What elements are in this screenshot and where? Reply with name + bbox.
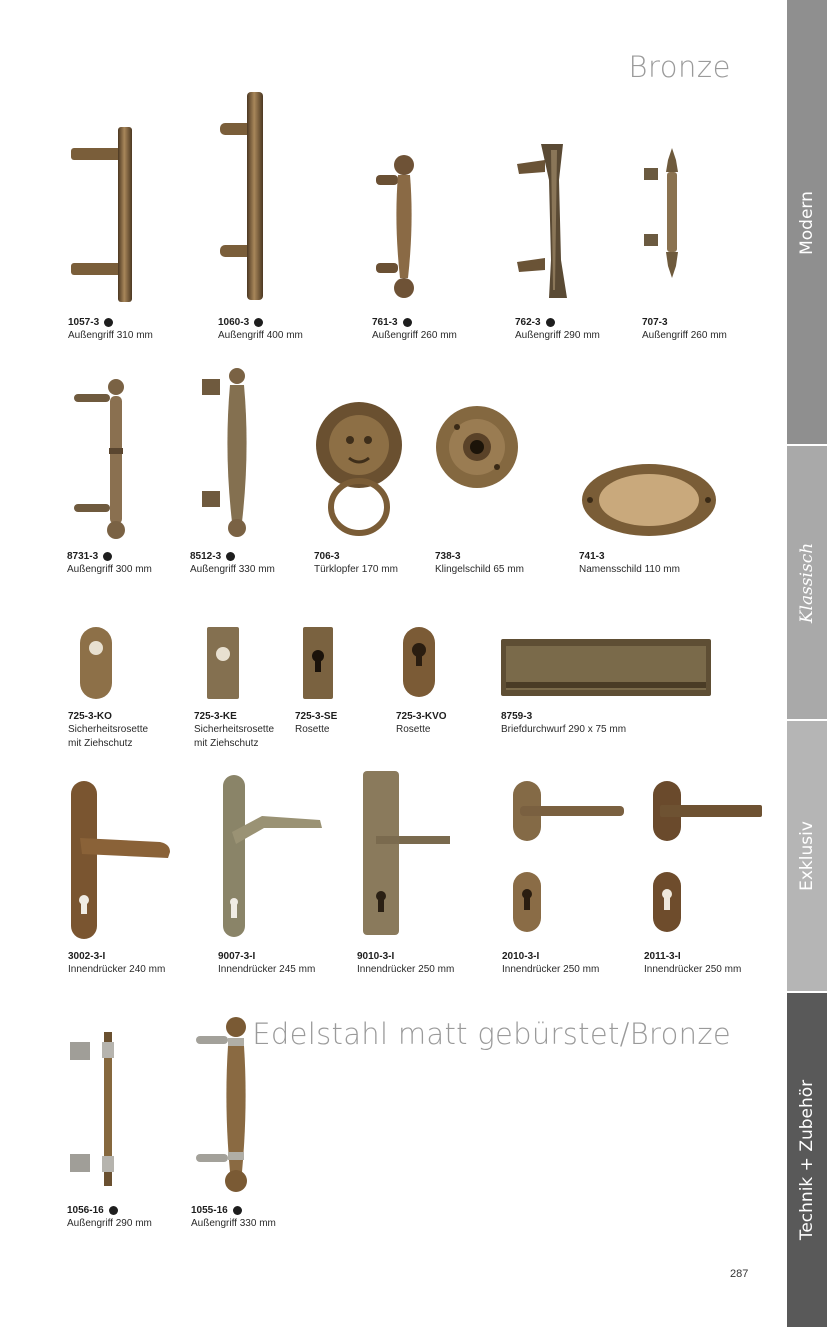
product-code: 725-3-KVO bbox=[396, 711, 447, 722]
page-number: 287 bbox=[730, 1268, 749, 1280]
availability-dot-icon bbox=[546, 318, 555, 327]
lever-rosette-icon bbox=[652, 780, 764, 940]
availability-dot-icon bbox=[103, 552, 112, 561]
product-description-line2: mit Ziehschutz bbox=[194, 738, 259, 749]
bar-handle-icon bbox=[68, 120, 158, 305]
product-label bbox=[357, 950, 454, 977]
product-8731-3 bbox=[72, 378, 132, 543]
product-description: Rosette bbox=[396, 724, 431, 735]
product-code: 1060-3 bbox=[218, 316, 303, 329]
product-description: Sicherheitsrosette bbox=[68, 724, 149, 735]
product-code: 3002-3-I bbox=[68, 951, 106, 962]
bell-plate-icon bbox=[434, 404, 520, 490]
product-761-3 bbox=[372, 153, 427, 303]
product-description: Außengriff 290 mm bbox=[67, 1218, 152, 1229]
product-description: Außengriff 400 mm bbox=[218, 330, 303, 341]
product-725-3-SE bbox=[302, 626, 334, 700]
finial-handle-icon bbox=[642, 146, 687, 281]
product-label bbox=[68, 316, 153, 343]
product-code: 725-3-SE bbox=[295, 711, 338, 722]
product-label bbox=[642, 316, 727, 343]
steel-ball-handle-icon bbox=[194, 1016, 250, 1194]
product-code: 8512-3 bbox=[190, 550, 275, 563]
product-label bbox=[396, 710, 447, 737]
tab-divider bbox=[787, 444, 827, 446]
product-description: Außengriff 310 mm bbox=[68, 330, 153, 341]
availability-dot-icon bbox=[226, 552, 235, 561]
product-description: Briefdurchwurf 290 x 75 mm bbox=[501, 724, 627, 735]
product-description: Innendrücker 250 mm bbox=[502, 964, 600, 975]
product-762-3 bbox=[515, 140, 575, 302]
product-label bbox=[295, 710, 337, 737]
product-706-3 bbox=[314, 400, 404, 540]
bar-handle-icon bbox=[218, 90, 288, 305]
product-9010-3-I bbox=[362, 770, 454, 938]
tab-technik-zubehoer[interactable]: Technik + Zubehör bbox=[787, 992, 827, 1327]
product-8759-3 bbox=[500, 638, 712, 698]
product-code: 9010-3-I bbox=[357, 951, 395, 962]
section-heading-edelstahl-bronze: Edelstahl matt gebürstet/Bronze bbox=[252, 1017, 731, 1051]
product-label bbox=[218, 316, 303, 343]
lever-handle-icon bbox=[70, 780, 174, 942]
product-description: Namensschild 110 mm bbox=[579, 564, 680, 575]
product-label bbox=[435, 550, 524, 577]
availability-dot-icon bbox=[403, 318, 412, 327]
product-label bbox=[67, 550, 152, 577]
product-label bbox=[579, 550, 680, 577]
product-code: 762-3 bbox=[515, 316, 600, 329]
product-description-line2: mit Ziehschutz bbox=[68, 738, 133, 749]
product-description: Türklopfer 170 mm bbox=[314, 564, 398, 575]
product-description: Außengriff 290 mm bbox=[515, 330, 600, 341]
product-1056-16 bbox=[68, 1032, 124, 1192]
product-label bbox=[190, 550, 275, 577]
tab-modern[interactable]: Modern bbox=[787, 0, 827, 445]
product-9007-3-I bbox=[222, 774, 326, 940]
product-label bbox=[502, 950, 599, 977]
product-code: 761-3 bbox=[372, 316, 457, 329]
product-label bbox=[372, 316, 457, 343]
availability-dot-icon bbox=[104, 318, 113, 327]
rosette-square-icon bbox=[206, 626, 240, 700]
product-description: Innendrücker 250 mm bbox=[357, 964, 455, 975]
product-label bbox=[194, 710, 274, 751]
rosette-oval-icon bbox=[79, 626, 113, 700]
product-description: Außengriff 260 mm bbox=[372, 330, 457, 341]
product-label bbox=[67, 1204, 152, 1231]
product-code: 2010-3-I bbox=[502, 951, 540, 962]
product-code: 1057-3 bbox=[68, 316, 153, 329]
product-code: 8759-3 bbox=[501, 711, 533, 722]
availability-dot-icon bbox=[233, 1206, 242, 1215]
ball-handle-icon bbox=[200, 367, 252, 539]
chapter-sidebar bbox=[787, 0, 827, 1327]
product-description: Außengriff 330 mm bbox=[191, 1218, 276, 1229]
product-label bbox=[501, 710, 626, 737]
product-8512-3 bbox=[200, 367, 252, 539]
product-741-3 bbox=[580, 462, 718, 538]
product-label bbox=[191, 1204, 276, 1231]
rosette-square-icon bbox=[302, 626, 334, 700]
availability-dot-icon bbox=[254, 318, 263, 327]
lever-handle-icon bbox=[362, 770, 454, 938]
product-description: Rosette bbox=[295, 724, 330, 735]
product-725-3-KVO bbox=[402, 626, 436, 698]
steel-bar-handle-icon bbox=[68, 1032, 124, 1192]
product-code: 9007-3-I bbox=[218, 951, 256, 962]
tab-exklusiv[interactable]: Exklusiv bbox=[787, 720, 827, 992]
ball-handle-icon bbox=[72, 378, 132, 543]
product-code: 741-3 bbox=[579, 551, 605, 562]
product-code: 707-3 bbox=[642, 317, 668, 328]
product-code: 706-3 bbox=[314, 551, 340, 562]
product-code: 725-3-KE bbox=[194, 711, 237, 722]
lever-handle-icon bbox=[222, 774, 326, 940]
product-725-3-KE bbox=[206, 626, 240, 700]
product-description: Sicherheitsrosette bbox=[194, 724, 275, 735]
lever-rosette-icon bbox=[512, 780, 626, 940]
tab-divider bbox=[787, 719, 827, 721]
baluster-handle-icon bbox=[372, 153, 427, 303]
product-label bbox=[515, 316, 600, 343]
tab-klassisch[interactable]: Klassisch bbox=[787, 445, 827, 720]
letter-plate-icon bbox=[500, 638, 712, 698]
product-description: Innendrücker 250 mm bbox=[644, 964, 742, 975]
product-2010-3-I bbox=[512, 780, 626, 940]
product-description: Außengriff 300 mm bbox=[67, 564, 152, 575]
product-description: Außengriff 260 mm bbox=[642, 330, 727, 341]
product-code: 8731-3 bbox=[67, 550, 152, 563]
section-heading-bronze: Bronze bbox=[628, 50, 731, 84]
availability-dot-icon bbox=[109, 1206, 118, 1215]
rosette-oval-icon bbox=[402, 626, 436, 698]
product-code: 738-3 bbox=[435, 551, 461, 562]
product-1057-3 bbox=[68, 120, 158, 305]
product-707-3 bbox=[642, 146, 687, 281]
name-plate-icon bbox=[580, 462, 718, 538]
lion-knocker-icon bbox=[314, 400, 404, 540]
tab-divider bbox=[787, 991, 827, 993]
product-description: Innendrücker 245 mm bbox=[218, 964, 316, 975]
product-738-3 bbox=[434, 404, 520, 490]
product-label bbox=[644, 950, 741, 977]
product-code: 725-3-KO bbox=[68, 711, 112, 722]
product-3002-3-I bbox=[70, 780, 174, 942]
product-1055-16 bbox=[194, 1016, 250, 1194]
product-code: 1056-16 bbox=[67, 1204, 152, 1217]
product-description: Außengriff 330 mm bbox=[190, 564, 275, 575]
product-2011-3-I bbox=[652, 780, 764, 940]
product-code: 2011-3-I bbox=[644, 951, 681, 962]
product-label bbox=[68, 710, 148, 751]
product-label bbox=[68, 950, 165, 977]
product-label bbox=[314, 550, 398, 577]
product-description: Klingelschild 65 mm bbox=[435, 564, 524, 575]
product-725-3-KO bbox=[79, 626, 113, 700]
rustic-handle-icon bbox=[515, 140, 575, 302]
product-code: 1055-16 bbox=[191, 1204, 276, 1217]
product-1060-3 bbox=[218, 90, 288, 305]
product-label bbox=[218, 950, 315, 977]
product-description: Innendrücker 240 mm bbox=[68, 964, 166, 975]
